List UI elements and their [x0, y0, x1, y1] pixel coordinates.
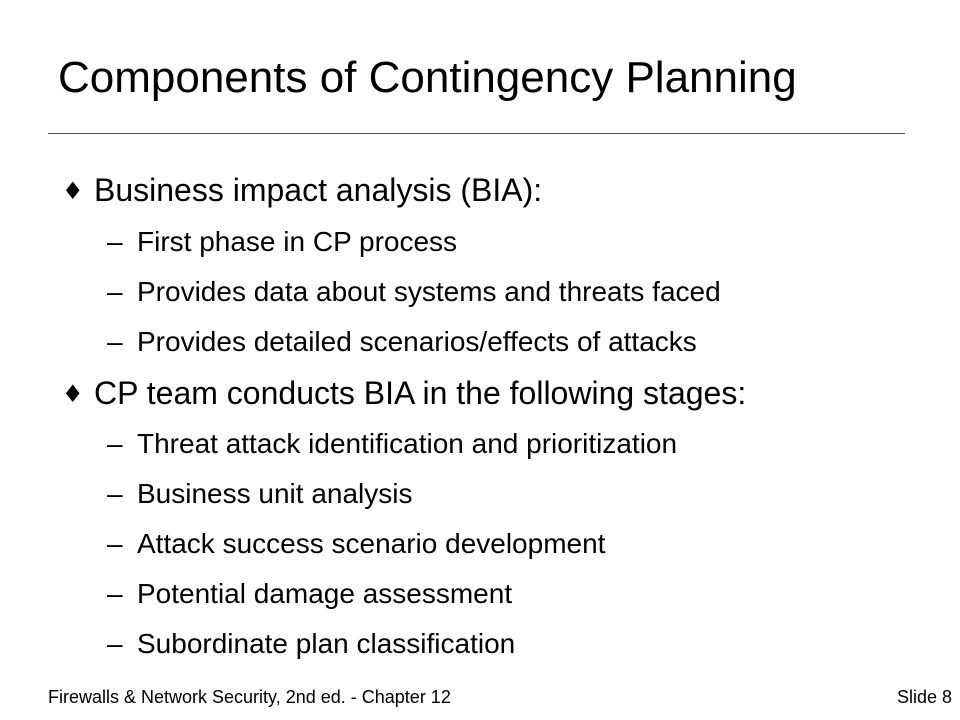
- sub-item: [107, 224, 457, 260]
- sub-item-text: Threat attack identification and prioritization: [137, 428, 678, 459]
- footer-slide-number: Slide 8: [896, 687, 952, 707]
- sub-item-text: Provides data about systems and threats faced: [137, 276, 721, 307]
- diamond-bullet-icon: ♦: [62, 380, 84, 408]
- sub-item: [107, 476, 412, 512]
- dash-marker: –: [107, 578, 123, 609]
- footer-course-label: Firewalls & Network Security, 2nd ed. - Chapter 12: [48, 687, 451, 707]
- sub-item-text: Attack success scenario development: [137, 528, 606, 559]
- dash-marker: –: [107, 226, 123, 257]
- diamond-bullet-icon: ♦: [62, 177, 84, 205]
- bullet-text: CP team conducts BIA in the following stages:: [94, 375, 747, 411]
- sub-item-text: Business unit analysis: [137, 478, 413, 509]
- bullet-text: Business impact analysis (BIA):: [94, 172, 543, 208]
- dash-marker: –: [107, 326, 123, 357]
- sub-item-text: First phase in CP process: [137, 226, 458, 257]
- slide-title: Components of Contingency Planning: [58, 53, 797, 102]
- sub-item-text: Potential damage assessment: [137, 578, 513, 609]
- sub-item-text: Subordinate plan classification: [137, 628, 516, 659]
- sub-item-text: Provides detailed scenarios/effects of attacks: [137, 326, 697, 357]
- dash-marker: –: [107, 628, 123, 659]
- dash-marker: –: [107, 428, 123, 459]
- sub-item: [107, 426, 677, 462]
- sub-item: [107, 626, 515, 662]
- dash-marker: –: [107, 478, 123, 509]
- sub-item: [107, 526, 605, 562]
- sub-item: [107, 576, 512, 612]
- sub-item: [107, 274, 721, 310]
- sub-item: [107, 324, 697, 360]
- bullet-item: [62, 373, 746, 414]
- dash-marker: –: [107, 528, 123, 559]
- bullet-item: [62, 170, 542, 211]
- dash-marker: –: [107, 276, 123, 307]
